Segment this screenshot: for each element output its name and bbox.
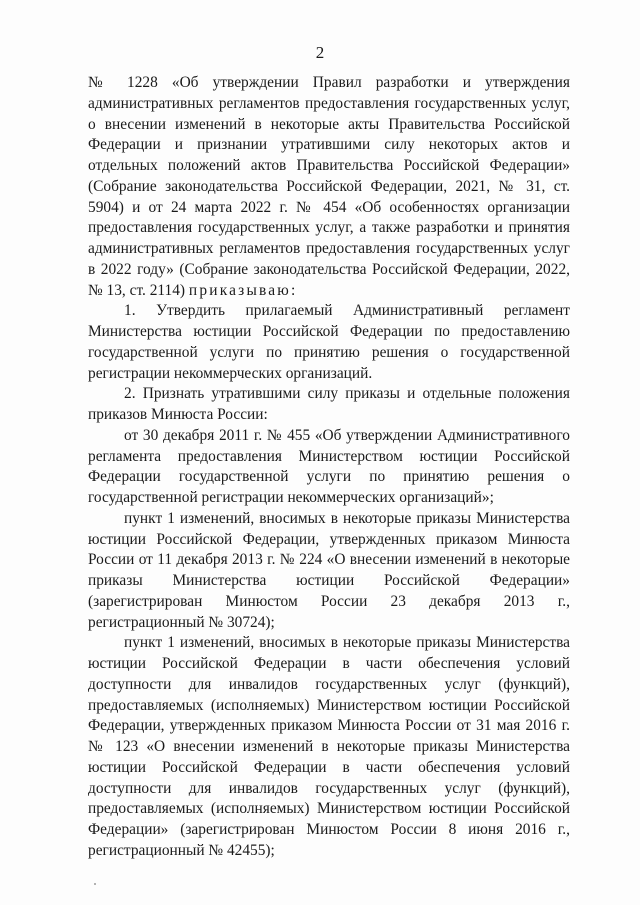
paragraph-legal-basis (88, 73, 570, 301)
paragraph-order-224: пункт 1 изменений, вносимых в некоторые приказы Министерства юстиции Российской Федерации, утвержденных приказом Минюста России от 11 декабря 2013 г. № 224 «О внесении изменений в некоторые приказы Министерства юстиции Российской Федерации» (зарегистрирован Минюстом России 23 декабря 2013 г., регистрационный № 30724); (88, 509, 570, 631)
paragraph-order-123: пункт 1 изменений, вносимых в некоторые приказы Министерства юстиции Российской Федерации в части обеспечения условий доступности для инвалидов государственных услуг (функций), предоставляемых (исполняемых) Министерством юстиции Российской Федерации, утвержденных приказом Минюста России от 31 мая 2016 г. № 123 «О внесении изменений в некоторые приказы Министерства юстиции Российской Федерации в части обеспечения условий доступности для инвалидов государственных услуг (функций), предоставляемых (исполняемых) Министерством юстиции Российской Федерации» (зарегистрирован Минюстом России 8 июня 2016 г., регистрационный № 42455); (88, 634, 570, 859)
order-word: приказываю: (188, 281, 298, 299)
document-body (88, 73, 570, 862)
scan-speck (94, 883, 96, 885)
paragraph-order-455: от 30 декабря 2011 г. № 455 «Об утверждении Административного регламента предоставления Министерством юстиции Российской Федерации государственной услуги по принятию решения о государственной регистрации некоммерческих организаций»; (88, 426, 570, 506)
paragraph-item-1: 1. Утвердить прилагаемый Административный регламент Министерства юстиции Российской Федерации по предоставлению государственной услуги по принятию решения о государственной регистрации некоммерческих организаций. (88, 302, 570, 382)
page-number: 2 (315, 43, 325, 62)
legal-basis-text: № 1228 «Об утверждении Правил разработки и утверждения административных регламентов предоставления государственных услуг, о внесении изменений в некоторые акты Правительства Российской Федерации и признании утратившими силу некоторых актов и отдельных положений актов Правительства Российской Федерации» (Собрание законодательства Российской Федерации, 2021, № 31, ст. 5904) и от 24 марта 2022 г. № 454 «Об особенностях организации предоставления государственных услуг, а также разработки и принятия административных регламентов предоставления государственных услуг в 2022 году» (Собрание законодательства Российской Федерации, 2022, № 13, ст. 2114) (88, 74, 570, 299)
paragraph-item-2: 2. Признать утратившими силу приказы и отдельные положения приказов Минюста России: (88, 385, 570, 423)
